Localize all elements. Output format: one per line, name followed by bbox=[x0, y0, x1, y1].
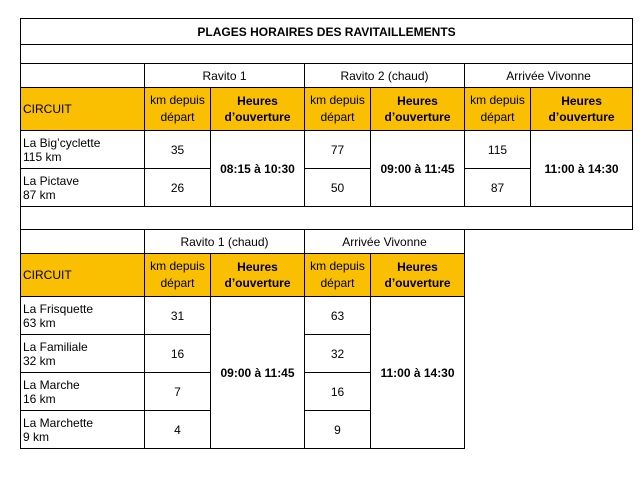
circuit-name: La Frisquette 63 km bbox=[21, 297, 145, 335]
table2-group-arrivee: Arrivée Vivonne bbox=[305, 230, 465, 254]
km-value: 77 bbox=[305, 131, 371, 169]
km-value: 50 bbox=[305, 169, 371, 207]
circuit-name: La Big’cyclette 115 km bbox=[21, 131, 145, 169]
table1-group-ravito1: Ravito 1 bbox=[145, 64, 305, 88]
hours-value: 11:00 à 14:30 bbox=[371, 297, 465, 449]
table1-group-ravito2: Ravito 2 (chaud) bbox=[305, 64, 465, 88]
table1-heures-header: Heures d’ouverture bbox=[371, 88, 465, 131]
table1-circuit-header: CIRCUIT bbox=[21, 88, 145, 131]
table1-group-row bbox=[21, 64, 633, 88]
table2-heures-header: Heures d’ouverture bbox=[211, 254, 305, 297]
km-value: 31 bbox=[145, 297, 211, 335]
table1-km-header: km depuis départ bbox=[305, 88, 371, 131]
km-value: 16 bbox=[305, 373, 371, 411]
table2-group-row bbox=[21, 230, 633, 254]
table1-km-header: km depuis départ bbox=[145, 88, 211, 131]
km-value: 87 bbox=[465, 169, 531, 207]
table1-km-header: km depuis départ bbox=[465, 88, 531, 131]
km-value: 63 bbox=[305, 297, 371, 335]
km-value: 7 bbox=[145, 373, 211, 411]
km-value: 4 bbox=[145, 411, 211, 449]
km-value: 115 bbox=[465, 131, 531, 169]
table-row bbox=[21, 131, 633, 169]
km-value: 26 bbox=[145, 169, 211, 207]
ravitaillements-table bbox=[20, 18, 633, 449]
circuit-name: La Familiale 32 km bbox=[21, 335, 145, 373]
hours-value: 09:00 à 11:45 bbox=[211, 297, 305, 449]
km-value: 35 bbox=[145, 131, 211, 169]
km-value: 9 bbox=[305, 411, 371, 449]
hours-value: 08:15 à 10:30 bbox=[211, 131, 305, 207]
hours-value: 09:00 à 11:45 bbox=[371, 131, 465, 207]
title-row bbox=[21, 19, 633, 45]
hours-value: 11:00 à 14:30 bbox=[531, 131, 633, 207]
circuit-name: La Marche 16 km bbox=[21, 373, 145, 411]
page-title: PLAGES HORAIRES DES RAVITAILLEMENTS bbox=[21, 19, 633, 45]
table2-group-ravito1: Ravito 1 (chaud) bbox=[145, 230, 305, 254]
table1-header-row bbox=[21, 88, 633, 131]
table2-heures-header: Heures d’ouverture bbox=[371, 254, 465, 297]
circuit-name: La Marchette 9 km bbox=[21, 411, 145, 449]
circuit-name: La Pictave 87 km bbox=[21, 169, 145, 207]
blank-row bbox=[21, 45, 633, 64]
table2-km-header: km depuis départ bbox=[145, 254, 211, 297]
table2-circuit-header: CIRCUIT bbox=[21, 254, 145, 297]
km-value: 32 bbox=[305, 335, 371, 373]
km-value: 16 bbox=[145, 335, 211, 373]
table1-heures-header: Heures d’ouverture bbox=[211, 88, 305, 131]
table1-heures-header: Heures d’ouverture bbox=[531, 88, 633, 131]
spacer-row bbox=[21, 207, 633, 230]
table2-km-header: km depuis départ bbox=[305, 254, 371, 297]
table1-group-arrivee: Arrivée Vivonne bbox=[465, 64, 633, 88]
